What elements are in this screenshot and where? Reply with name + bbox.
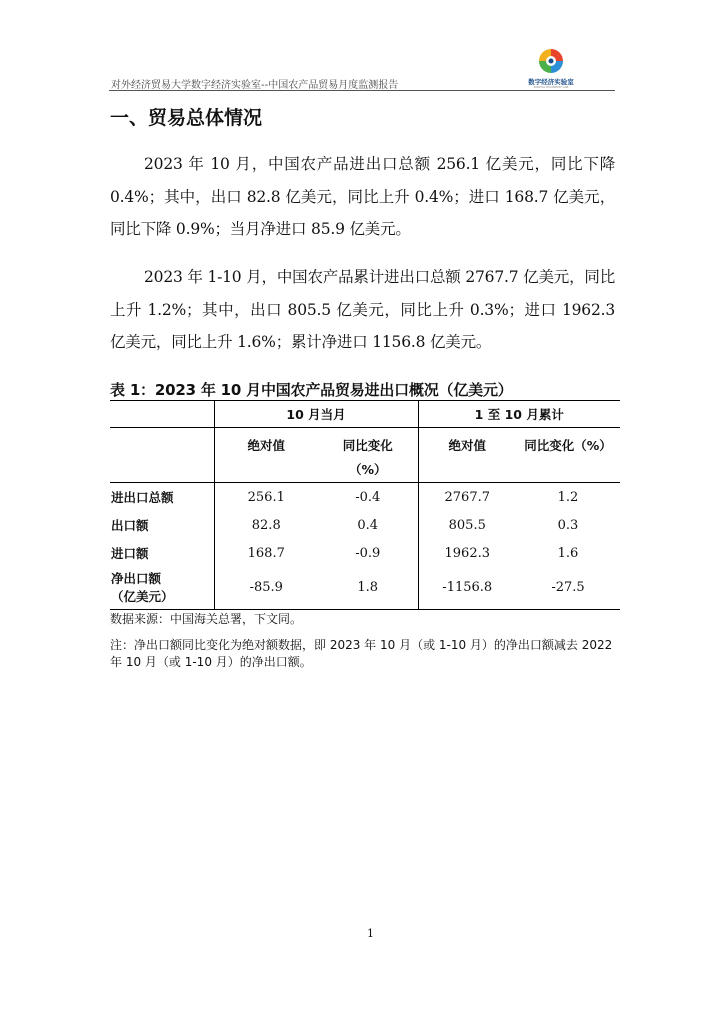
table-row-import [110,539,620,567]
row-label [110,567,214,610]
lab-logo [518,48,584,90]
group-header-month: 10 月当月 [214,401,418,428]
header-divider [109,90,615,91]
cell-cum-value: 805.5 [448,517,486,533]
cell-cum-value: 2767.7 [444,489,490,505]
cell-cum-yoy: 1.6 [557,545,579,561]
logo-globe-icon [538,48,564,75]
paragraph-cumulative: 2023 年 1-10 月，中国农产品累计进出口总额 2767.7 亿美元，同比上升 1.2%；其中，出口 805.5 亿美元，同比上升 0.3%；进口 1962.3 亿美元，同比上升 1.6%；累计净进口 1156.8 亿美元。 [110,268,615,351]
table-row-net-export [110,567,620,610]
table-group-header-row [110,401,620,428]
cell-month-value: 82.8 [251,517,281,533]
cell-month-yoy: -0.4 [318,483,418,512]
section-title: 一、贸易总体情况 [110,107,263,129]
footnote: 注：净出口额同比变化为绝对额数据，即 2023 年 10 月（或 1-10 月）的净出口额减去 2022 年 10 月（或 1-10 月）的净出口额。 [110,638,613,669]
row-label: 出口额 [110,511,214,539]
col-header-cum-value: 绝对值 [448,438,486,453]
col-header-month-yoy [318,428,418,483]
page-number: 1 [367,927,374,940]
cell-month-yoy: 0.4 [318,511,418,539]
data-source-note: 数据来源：中国海关总署，下文同。 [110,612,303,626]
table-corner-cell [110,428,214,483]
table-row-export [110,511,620,539]
trade-summary-table [110,400,620,610]
cell-cum-value: -1156.8 [442,580,493,595]
cell-month-value: 256.1 [247,489,285,505]
cell-cum-yoy: -27.5 [551,580,585,595]
table-corner-cell [110,401,214,428]
logo-text: 数字经济实验室 [528,78,574,86]
row-label: 进口额 [110,539,214,567]
col-header-month-yoy-line1: 同比变化 [342,438,393,453]
cell-month-value: 168.7 [247,545,285,561]
table-column-header-row [110,428,620,483]
table-row-total [110,483,620,512]
col-header-month-yoy-line2: （%） [348,462,387,477]
col-header-cum-yoy: 同比变化（%） [524,438,612,453]
row-label-line1: 净出口额 [111,571,162,586]
row-label-line2: （亿美元） [111,589,174,604]
table-caption: 表 1：2023 年 10 月中国农产品贸易进出口概况（亿美元） [110,381,513,399]
cell-month-yoy: -0.9 [318,539,418,567]
row-label: 进出口总额 [110,483,214,512]
cell-month-value: -85.9 [249,580,283,595]
group-header-cumulative: 1 至 10 月累计 [474,407,564,422]
cell-month-yoy: 1.8 [318,567,418,610]
cell-cum-value: 1962.3 [444,545,490,561]
logo-subtext: DIGITAL ECONOMY LAB [533,85,569,89]
paragraph-monthly: 2023 年 10 月，中国农产品进出口总额 256.1 亿美元，同比下降 0.4%；其中，出口 82.8 亿美元，同比上升 0.4%；进口 168.7 亿美元，同比下降 0.9%；当月净进口 85.9 亿美元。 [110,155,615,238]
cell-cum-yoy: 0.3 [557,517,579,533]
cell-cum-yoy: 1.2 [557,489,579,505]
col-header-month-value: 绝对值 [247,438,285,453]
header-title: 对外经济贸易大学数字经济实验室--中国农产品贸易月度监测报告 [111,80,399,91]
